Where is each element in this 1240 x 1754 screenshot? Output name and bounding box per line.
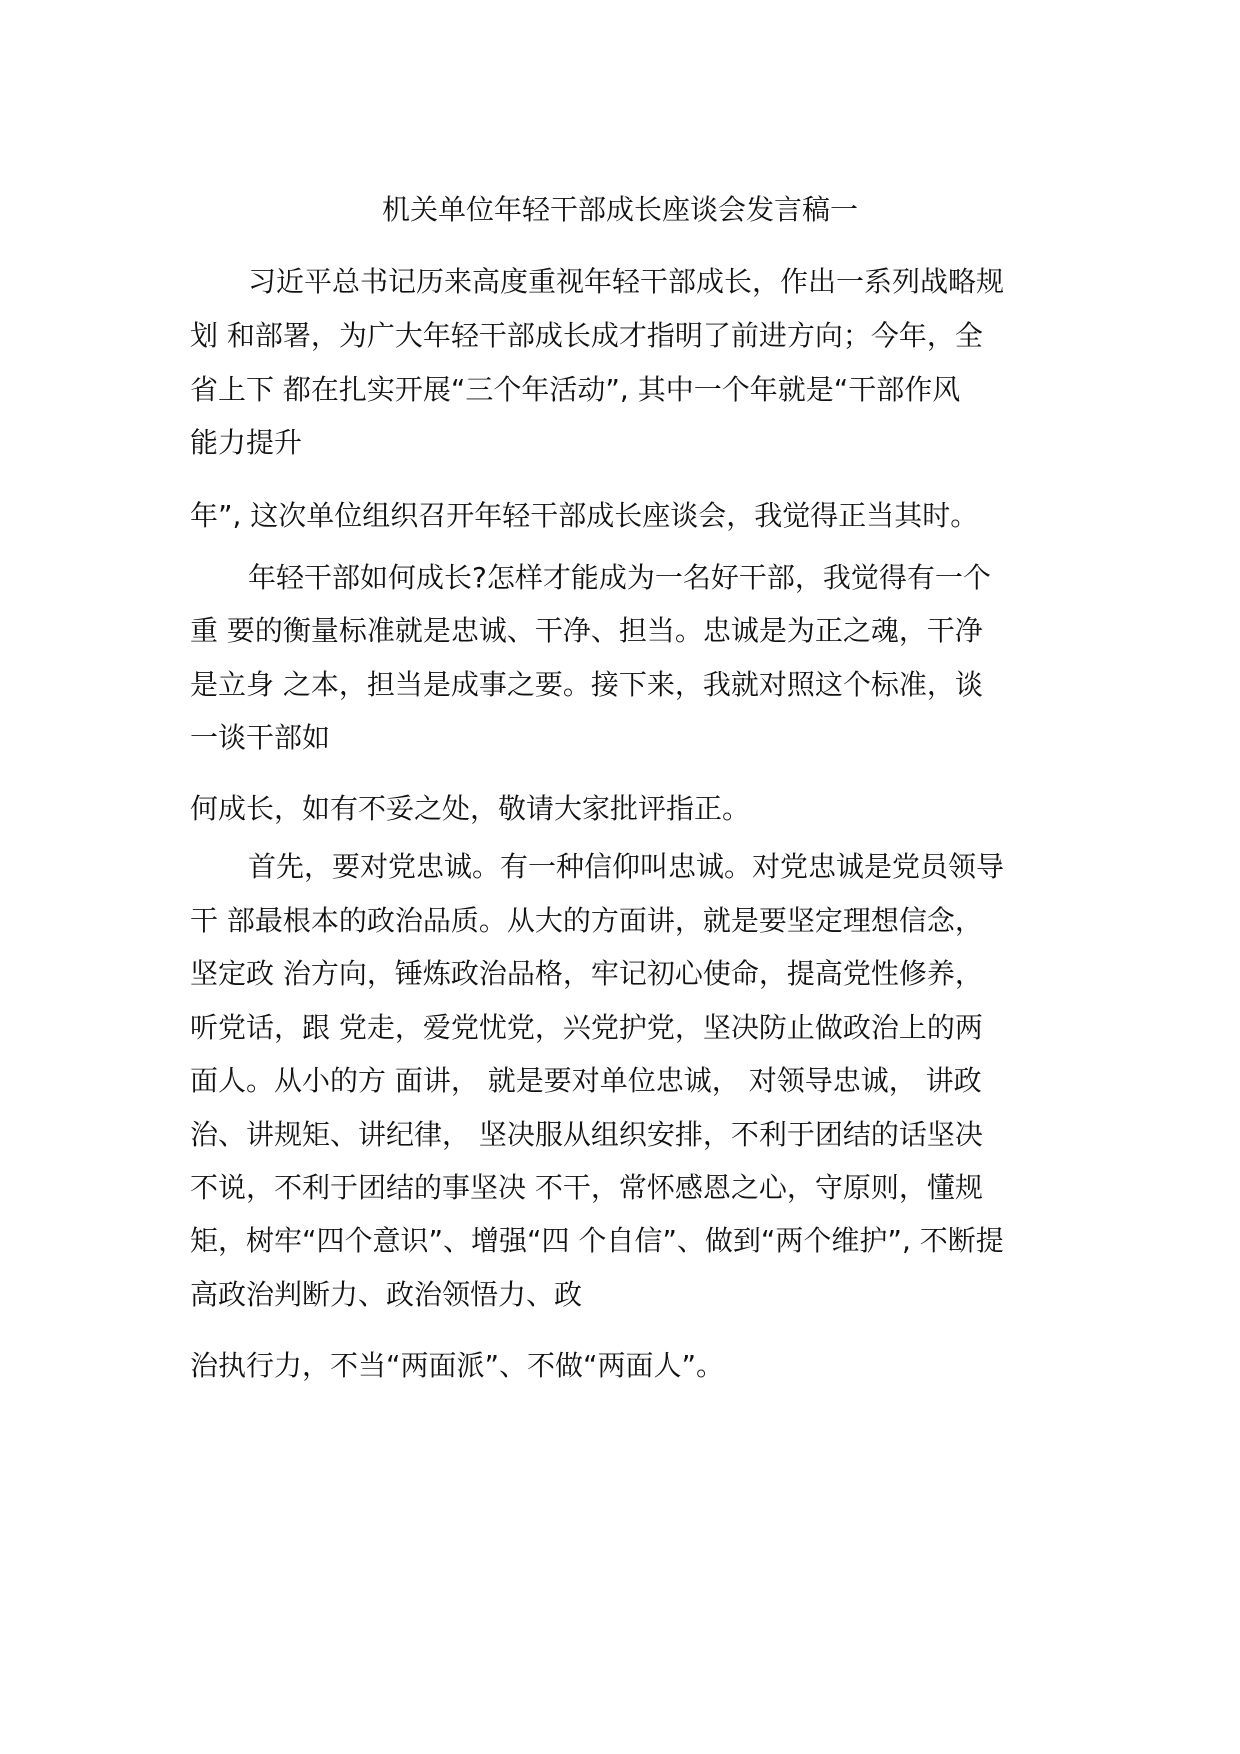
paragraph-line: 治执行力，不当“两面派”、不做“两面人”。 — [190, 1349, 725, 1382]
paragraph-line: 听党话，跟 党走，爱党忧党，兴党护党，坚决防止做政治上的两 — [190, 1011, 983, 1044]
document-title: 机关单位年轻干部成长座谈会发言稿一 — [381, 193, 858, 226]
paragraph-line: 能力提升 — [190, 426, 303, 459]
paragraph-line: 面人。从小的方 面讲， 就是要对单位忠诚， 对领导忠诚， 讲政 — [190, 1064, 982, 1097]
paragraph-line: 是立身 之本，担当是成事之要。接下来，我就对照这个标准，谈 — [190, 668, 983, 701]
paragraph-line: 一谈干部如 — [190, 721, 331, 754]
paragraph-line: 省上下 都在扎实开展“三个年活动”, 其中一个年就是“干部作风 — [190, 373, 961, 406]
paragraph-line: 干 部最根本的政治品质。从大的方面讲，就是要坚定理想信念， — [190, 904, 983, 937]
paragraph-line: 坚定政 治方向，锤炼政治品格，牢记初心使命，提高党性修养， — [190, 957, 983, 990]
paragraph-line: 划 和部署，为广大年轻干部成长成才指明了前进方向；今年，全 — [190, 319, 983, 352]
paragraph-line: 矩，树牢“四个意识”、增强“四 个自信”、做到“两个维护”, 不断提 — [190, 1224, 1004, 1257]
paragraph-line: 习近平总书记历来高度重视年轻干部成长，作出一系列战略规 — [248, 265, 1005, 298]
paragraph-line: 年轻干部如何成长?怎样才能成为一名好干部，我觉得有一个 — [248, 561, 991, 594]
paragraph-line: 重 要的衡量标准就是忠诚、干净、担当。忠诚是为正之魂，干净 — [190, 614, 983, 647]
paragraph-line: 年”, 这次单位组织召开年轻干部成长座谈会，我觉得正当其时。 — [190, 499, 979, 532]
paragraph-line: 不说，不利于团结的事坚决 不干，常怀感恩之心，守原则，懂规 — [190, 1171, 983, 1204]
paragraph-line: 何成长，如有不妥之处，敬请大家批评指正。 — [190, 792, 751, 825]
paragraph-line: 治、讲规矩、讲纪律， 坚决服从组织安排，不利于团结的话坚决 — [190, 1118, 983, 1151]
paragraph-line: 高政治判断力、政治领悟力、政 — [190, 1278, 583, 1311]
paragraph-line: 首先，要对党忠诚。有一种信仰叫忠诚。对党忠诚是党员领导 — [248, 850, 1005, 883]
